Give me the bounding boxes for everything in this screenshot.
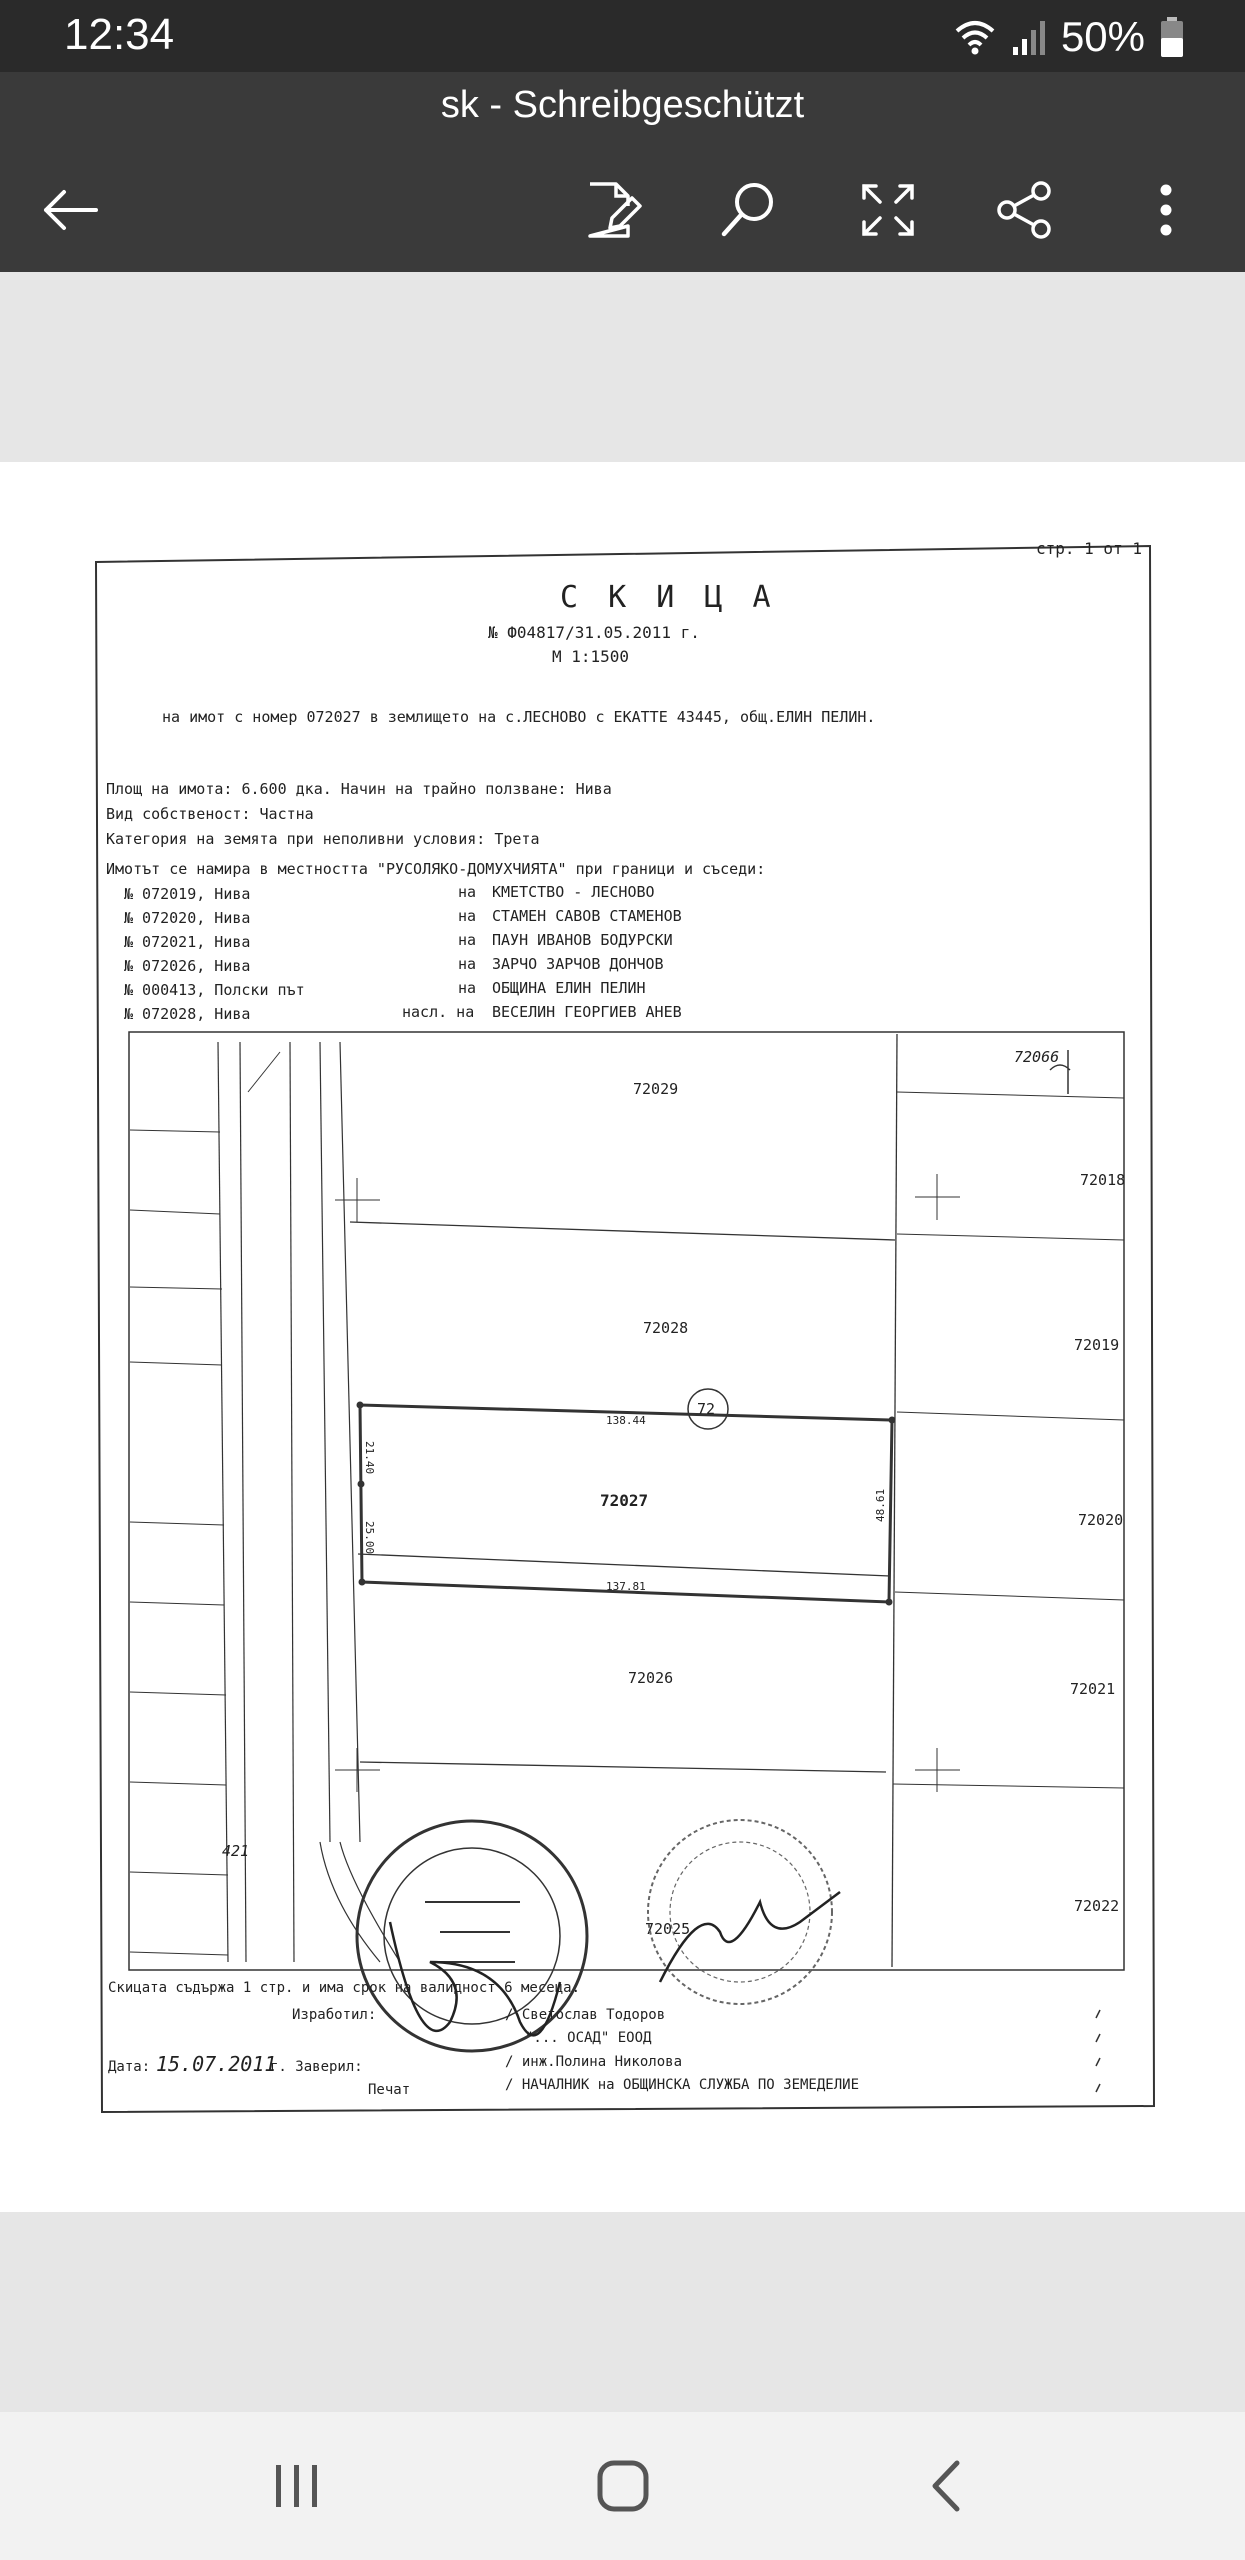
recents-button[interactable] [252,2446,342,2526]
neighbour-id: № 072026, Нива [124,957,251,975]
page-number: стр. 1 от 1 [1036,539,1142,558]
app-bar [0,72,1245,272]
back-icon [927,2459,963,2513]
neighbour-id: № 072020, Нива [124,909,251,927]
more-options-button[interactable] [1126,170,1206,250]
chief-title: / НАЧАЛНИК на ОБЩИНСКА СЛУЖБА ПО ЗЕМЕДЕЛИЕ [505,2077,860,2093]
label-left-length-b: 25.00 [363,1521,376,1555]
document-page [0,462,1245,2212]
neighbour-id: № 072028, Нива [124,1005,251,1023]
label-72018: 72018 [1080,1171,1126,1189]
label-72028: 72028 [643,1319,689,1337]
label-bottom-length: 137.81 [606,1580,646,1593]
home-button[interactable] [578,2446,668,2526]
neighbours-list [124,883,682,1023]
label-right-length: 48.61 [874,1488,887,1522]
label-72025: 72025 [645,1920,691,1938]
location-line: Имотът се намира в местността "РУСОЛЯКО-ДОМУХЧИЯТА" при граници и съседи: [106,860,766,878]
neighbour-owner: СТАМЕН САВОВ СТАМЕНОВ [492,907,682,925]
signal-icon [1011,17,1047,57]
ownership-line: Вид собственост: Частна [106,805,314,823]
back-arrow-icon [40,188,100,232]
label-72026: 72026 [628,1669,674,1687]
fullscreen-icon [860,182,916,238]
battery-icon [1159,16,1185,58]
neighbour-owner: ВЕСЕЛИН ГЕОРГИЕВ АНЕВ [492,1003,682,1021]
cadastral-sketch [0,462,1245,2212]
edit-button[interactable] [572,170,652,250]
neighbour-id: № 072019, Нива [124,885,251,903]
search-button[interactable] [708,170,788,250]
label-72020: 72020 [1078,1511,1124,1529]
system-nav-bar [0,2412,1245,2560]
fullscreen-button[interactable] [848,170,928,250]
more-vert-icon [1156,182,1176,238]
label-72066: 72066 [1014,1048,1060,1066]
date-label: Дата: [108,2059,151,2075]
label-72029: 72029 [633,1080,679,1098]
nav-back-button[interactable] [900,2446,990,2526]
verifier-name: / инж.Полина Николова [505,2054,683,2070]
recents-icon [272,2463,322,2509]
edit-document-icon [582,180,642,240]
label-circle-72: 72 [697,1400,716,1418]
label-72021: 72021 [1070,1680,1116,1698]
sketch-scale: М 1:1500 [552,647,630,666]
neighbour-rel: на [458,979,477,997]
document-viewer[interactable] [0,272,1245,2412]
neighbour-owner: КМЕТСТВО - ЛЕСНОВО [492,883,655,901]
neighbour-id: № 072021, Нива [124,933,251,951]
neighbour-rel: на [458,883,477,901]
official-stamp-right [648,1820,832,2004]
back-button[interactable] [30,170,110,250]
search-icon [718,180,778,240]
status-bar [0,0,1245,72]
neighbour-owner: ПАУН ИВАНОВ БОДУРСКИ [492,931,673,949]
neighbour-id: № 000413, Полски път [124,981,305,999]
wifi-icon [953,17,997,57]
label-road: 421 [222,1842,250,1860]
label-72027: 72027 [600,1491,649,1510]
label-72019: 72019 [1074,1336,1120,1354]
label-72022: 72022 [1074,1897,1120,1915]
sketch-number: № Ф04817/31.05.2011 г. [488,623,700,642]
neighbour-rel: на [458,931,477,949]
share-button[interactable] [984,170,1064,250]
neighbour-owner: ЗАРЧО ЗАРЧОВ ДОНЧОВ [492,955,664,973]
property-line: на имот с номер 072027 в землището на с.ЛЕСНОВО с ЕКАТТЕ 43445, общ.ЕЛИН ПЕЛИН. [162,708,876,726]
date-value: 15.07.2011 [156,2052,277,2076]
label-top-length: 138.44 [606,1414,646,1427]
neighbour-owner: ОБЩИНА ЕЛИН ПЕЛИН [492,979,646,997]
category-line: Категория на земята при неполивни условия: Трета [106,830,540,848]
battery-percent: 50% [1060,13,1145,60]
area-line: Площ на имота: 6.600 дка. Начин на трайно ползване: Нива [106,780,612,798]
status-time: 12:34 [64,10,175,59]
signature-right [660,1892,840,1982]
neighbour-rel: насл. на [402,1003,475,1021]
document-title: sk - Schreibgeschützt [440,84,805,126]
date-suffix: г. Заверил: [270,2059,363,2075]
validity-line: Скицата съдържа 1 стр. и има срок на валидност 6 месеца. [108,1980,581,1996]
made-by-label: Изработил: [292,2007,377,2023]
made-by-value: / Светослав Тодоров [505,2007,666,2023]
status-icons [953,12,1185,62]
label-left-length-a: 21.40 [363,1441,376,1475]
stamp-label: Печат [368,2082,411,2098]
neighbour-rel: на [458,907,477,925]
sketch-title: С К И Ц А [560,580,777,615]
share-icon [995,181,1053,239]
company-name: "... ОСАД" ЕООД [525,2030,652,2046]
home-icon [595,2458,651,2514]
neighbour-rel: на [458,955,477,973]
